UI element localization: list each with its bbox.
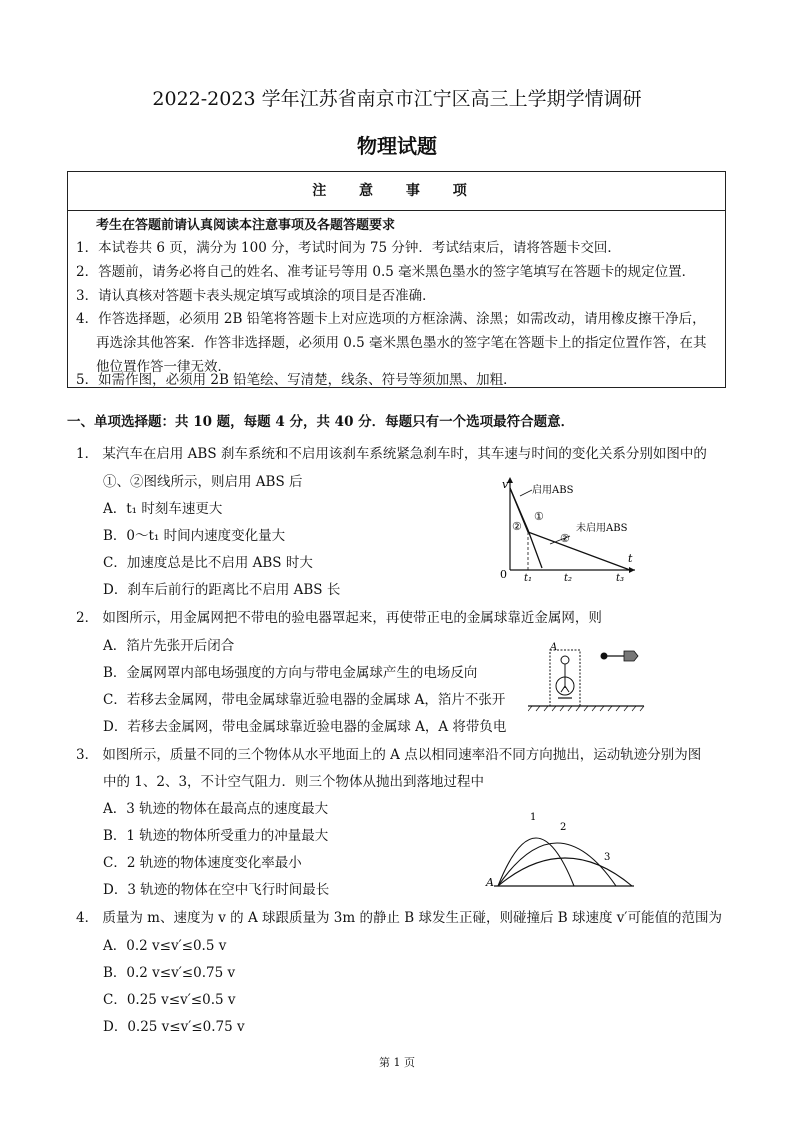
trajectory-1 bbox=[498, 838, 574, 886]
origin-label: 0 bbox=[500, 568, 507, 581]
option-a: A．箔片先张开后闭合 bbox=[103, 638, 235, 654]
option-b: B．0～t₁ 时间内速度变化量大 bbox=[103, 528, 286, 544]
option-d: D．0.25 v≤v′≤0.75 v bbox=[103, 1019, 245, 1035]
question-stem: 中的 1、2、3，不计空气阻力．则三个物体从抛出到落地过程中 bbox=[103, 774, 485, 790]
foil-left bbox=[561, 686, 565, 692]
option-b: B．1 轨迹的物体所受重力的冲量最大 bbox=[103, 828, 329, 844]
notice-item: 2．答题前，请务必将自己的姓名、准考证号等用 0.5 毫米黑色墨水的签字笔填写在答题卡的规定位置． bbox=[76, 264, 696, 280]
notice-heading: 注 意 事 项 bbox=[312, 183, 481, 199]
abs-leader bbox=[520, 490, 532, 496]
vt-graph bbox=[490, 474, 640, 582]
ball-a-label: A bbox=[550, 642, 558, 653]
notice-item: 再选涂其他答案．作答非选择题，必须用 0.5 毫米黑色墨水的签字笔在答题卡上的指定位置作答，在其 bbox=[96, 335, 707, 351]
trajectory-1-label: 1 bbox=[530, 812, 537, 823]
trajectory-3-label: 3 bbox=[604, 852, 611, 863]
option-c: C．0.25 v≤v′≤0.5 v bbox=[103, 992, 236, 1008]
notice-divider bbox=[68, 210, 725, 211]
question-stem: 3． 如图所示，质量不同的三个物体从水平地面上的 A 点以相同速率沿不同方向抛出，运动轨迹分别为图 bbox=[76, 747, 702, 763]
t1-label: t₁ bbox=[524, 573, 533, 582]
v-label: v bbox=[502, 478, 509, 491]
electroscope-figure bbox=[528, 640, 646, 712]
option-b: B．0.2 v≤v′≤0.75 v bbox=[103, 965, 236, 981]
notice-item: 4．作答选择题，必须用 2B 铅笔将答题卡上对应选项的方框涂满、涂黑；如需改动，请用橡皮擦干净后， bbox=[76, 311, 706, 327]
abs-label: 启用ABS bbox=[532, 485, 574, 496]
option-a: A．0.2 v≤v′≤0.5 v bbox=[103, 938, 227, 954]
t-label: t bbox=[628, 552, 633, 565]
option-d: D．3 轨迹的物体在空中飞行时间最长 bbox=[103, 882, 330, 898]
notice-item: 5．如需作图，必须用 2B 铅笔绘、写清楚，线条、符号等须加黑、加粗． bbox=[76, 372, 517, 388]
point-a-label: A bbox=[486, 876, 494, 889]
option-a: A．t₁ 时刻车速更大 bbox=[103, 501, 223, 517]
question-stem: 2． 如图所示，用金属网把不带电的验电器罩起来，再使带正电的金属球靠近金属网，则 bbox=[76, 610, 602, 626]
question-stem: 4． 质量为 m、速度为 v 的 A 球跟质量为 3m 的静止 B 球发生正碰，则碰撞后 B 球速度 v′可能值的范围为 bbox=[76, 910, 722, 926]
option-c: C．2 轨迹的物体速度变化率最小 bbox=[103, 855, 302, 871]
question-stem: 1． 某汽车在启用 ABS 刹车系统和不启用该刹车系统紧急刹车时，其车速与时间的变化关系分别如图中的 bbox=[76, 446, 707, 462]
page-number: 第 1 页 bbox=[379, 1056, 415, 1069]
option-c: C．若移去金属网，带电金属球靠近验电器的金属球 A，箔片不张开 bbox=[103, 692, 506, 708]
option-b: B．金属网罩内部电场强度的方向与带电金属球产生的电场反向 bbox=[103, 665, 478, 681]
option-d: D．刹车后前行的距离比不启用 ABS 长 bbox=[103, 582, 341, 598]
notice-item: 3．请认真核对答题卡表头规定填写或填涂的项目是否准确． bbox=[76, 288, 436, 304]
question-stem: ①、②图线所示，则启用 ABS 后 bbox=[103, 474, 303, 490]
option-c: C．加速度总是比不启用 ABS 时大 bbox=[103, 555, 313, 571]
ground-hatch bbox=[528, 706, 644, 711]
foil-right bbox=[565, 686, 569, 692]
charged-ball bbox=[601, 653, 608, 660]
trajectory-2-label: 2 bbox=[560, 822, 567, 833]
option-d: D．若移去金属网，带电金属球靠近验电器的金属球 A，A 将带负电 bbox=[103, 719, 507, 735]
hand-icon bbox=[624, 651, 638, 661]
circle-1-label: ① bbox=[534, 510, 544, 523]
page-title: 2022-2023 学年江苏省南京市江宁区高三上学期学情调研 bbox=[152, 88, 642, 110]
noabs-label: 未启用ABS bbox=[576, 523, 628, 534]
circle-2-label: ② bbox=[512, 520, 522, 533]
electroscope-ball bbox=[561, 656, 569, 664]
option-a: A．3 轨迹的物体在最高点的速度最大 bbox=[103, 801, 329, 817]
trajectory-figure bbox=[484, 808, 636, 890]
section-heading: 一、单项选择题：共 10 题，每题 4 分，共 40 分．每题只有一个选项最符合题意． bbox=[67, 414, 575, 430]
t2-label: t₂ bbox=[564, 573, 573, 582]
t3-label: t₃ bbox=[616, 573, 625, 582]
notice-item: 1．本试卷共 6 页，满分为 100 分，考试时间为 75 分钟．考试结束后，请将答题卡交回． bbox=[76, 240, 621, 256]
notice-subheading: 考生在答题前请认真阅读本注意事项及各题答题要求 bbox=[96, 218, 396, 233]
notice-item: 他位置作答一律无效． bbox=[96, 359, 231, 375]
page-subtitle: 物理试题 bbox=[357, 134, 437, 158]
circle-2-label: ② bbox=[560, 532, 570, 545]
